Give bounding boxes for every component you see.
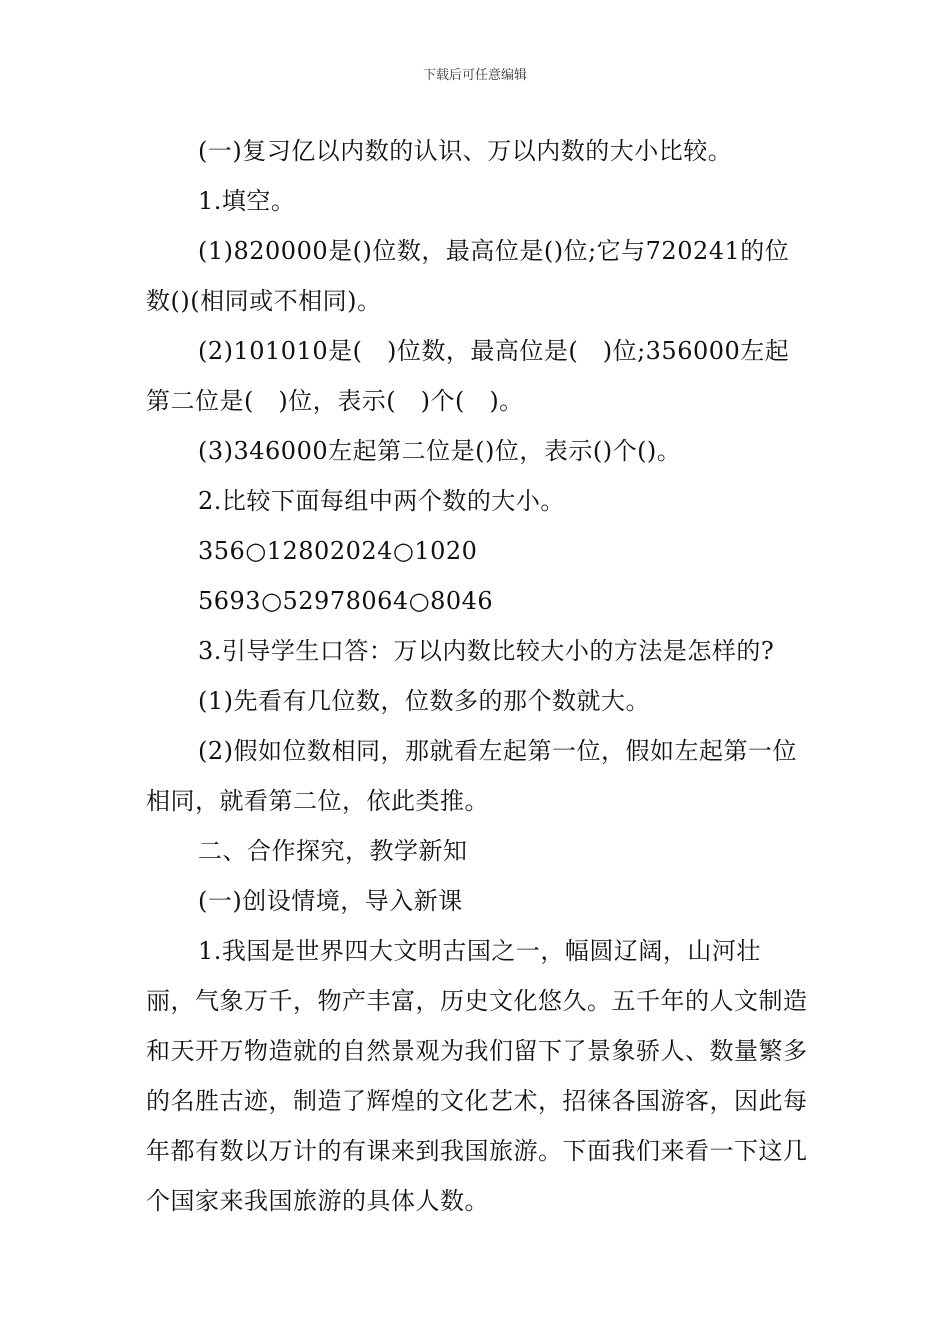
paragraph-compare-title: 2.比较下面每组中两个数的大小。 — [198, 487, 565, 515]
document-body — [146, 126, 808, 1226]
paragraph-scenario-heading: (一)创设情境，导入新课 — [198, 887, 463, 915]
paragraph-fill-blank-title: 1.填空。 — [198, 187, 296, 215]
paragraph-question-3: (3)346000左起第二位是()位，表示()个()。 — [198, 437, 682, 465]
paragraph-question-1: (1)820000是()位数，最高位是()位;它与720241的位数()(相同或不相同)。 — [146, 237, 790, 315]
paragraph-review-heading: (一)复习亿以内数的认识、万以内数的大小比较。 — [198, 137, 733, 165]
paragraph-method-2: (2)假如位数相同，那就看左起第一位，假如左起第一位相同，就看第二位，依此类推。 — [146, 737, 797, 815]
page-header: 下载后可任意编辑 — [422, 68, 527, 83]
paragraph-compare-row-1: 356○12802024○1020 — [198, 537, 478, 565]
paragraph-compare-row-2: 5693○52978064○8046 — [198, 587, 494, 615]
paragraph-oral-answer: 3.引导学生口答：万以内数比较大小的方法是怎样的? — [198, 637, 775, 665]
paragraph-intro-text: 1.我国是世界四大文明古国之一，幅圆辽阔，山河壮丽，气象万千，物产丰富，历史文化悠久。五千年的人文制造和天开万物造就的自然景观为我们留下了景象骄人、数量繁多的名胜古迹，制造了辉煌的文化艺术，招徕各国游客，因此每年都有数以万计的有课来到我国旅游。下面我们来看一下这几个国家来我国旅游的具体人数。 — [146, 937, 808, 1215]
paragraph-question-2: (2)101010是( )位数，最高位是( )位;356000左起第二位是( )位，表示( )个( )。 — [146, 337, 790, 415]
paragraph-method-1: (1)先看有几位数，位数多的那个数就大。 — [198, 687, 650, 715]
paragraph-section-2-heading: 二、合作探究，教学新知 — [198, 837, 468, 865]
